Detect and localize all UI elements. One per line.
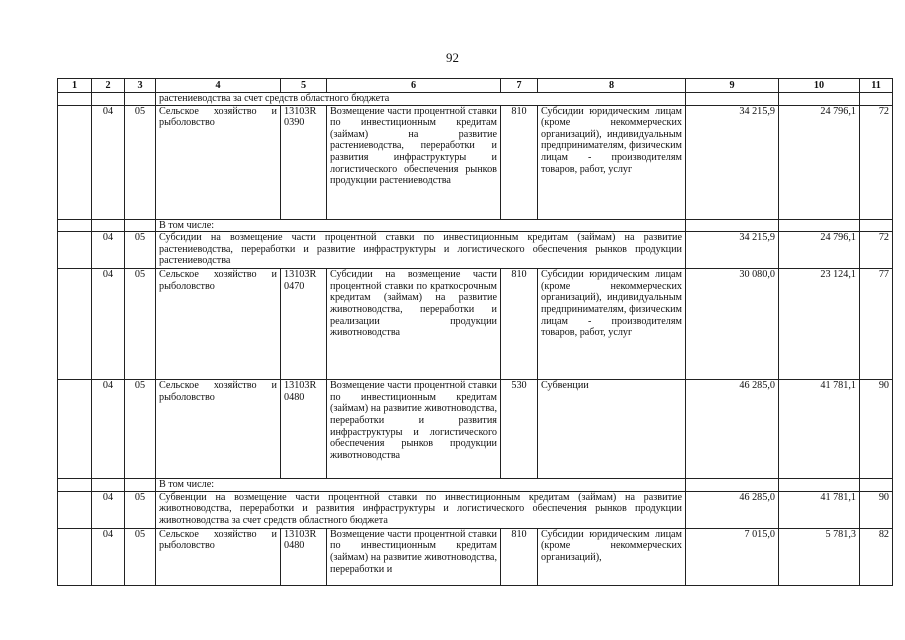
header-cell: 11 (860, 79, 893, 93)
section-code: 04 (92, 269, 125, 380)
section-code: 04 (92, 232, 125, 269)
header-cell: 2 (92, 79, 125, 93)
target-article-code: 13103R 0470 (281, 269, 327, 380)
header-cell: 1 (58, 79, 92, 93)
expense-type-code: 810 (501, 528, 538, 585)
header-cell: 4 (156, 79, 281, 93)
execution-percent: 72 (860, 232, 893, 269)
section-code: 04 (92, 105, 125, 219)
including-label: В том числе: (156, 479, 686, 492)
expense-type-code: 810 (501, 105, 538, 219)
header-cell: 9 (686, 79, 779, 93)
target-article-code: 13103R 0480 (281, 528, 327, 585)
subsection-code: 05 (125, 105, 156, 219)
table-row (58, 105, 893, 219)
table-header-row (58, 79, 893, 93)
expense-type-code: 810 (501, 269, 538, 380)
planned-amount: 34 215,9 (686, 232, 779, 269)
section-code: 04 (92, 380, 125, 479)
expense-type-name: Субсидии юридическим лицам (кроме некоммерческих организаций), индивидуальным предпринимателям, физическим лицам - производителям товаров, работ, услуг (538, 269, 686, 380)
execution-percent: 77 (860, 269, 893, 380)
table-row (58, 93, 893, 106)
header-cell: 8 (538, 79, 686, 93)
execution-percent: 82 (860, 528, 893, 585)
executed-amount: 24 796,1 (779, 105, 860, 219)
expense-type-name: Субсидии юридическим лицам (кроме некоммерческих организаций), индивидуальным предпринимателям, физическим лицам - производителям товаров, работ, услуг (538, 105, 686, 219)
execution-percent: 90 (860, 491, 893, 528)
subsidy-description: Субсидии на возмещение части процентной ставки по инвестиционным кредитам (займам) на развитие растениеводства, переработки и развитие инфраструктуры и логистического обеспечения рынков продукции растениеводства (156, 232, 686, 269)
subsection-code: 05 (125, 380, 156, 479)
header-cell: 10 (779, 79, 860, 93)
subsection-code: 05 (125, 232, 156, 269)
header-cell: 3 (125, 79, 156, 93)
table-row (58, 269, 893, 380)
subvention-description: Субвенции на возмещение части процентной ставки по инвестиционным кредитам (займам) на развитие животноводства, переработки и развития инфраструктуры и логистического обеспечения рынков продукции животноводства за счет средств областного бюджета (156, 491, 686, 528)
expense-type-code: 530 (501, 380, 538, 479)
planned-amount: 34 215,9 (686, 105, 779, 219)
executed-amount: 23 124,1 (779, 269, 860, 380)
including-label: В том числе: (156, 219, 686, 232)
header-cell: 5 (281, 79, 327, 93)
executed-amount: 5 781,3 (779, 528, 860, 585)
continuation-text: растениеводства за счет средств областного бюджета (156, 93, 686, 106)
executed-amount: 41 781,1 (779, 491, 860, 528)
article-name: Возмещение части процентной ставки по инвестиционным кредитам (займам) на развитие животноводства, переработки и (327, 528, 501, 585)
table-row (58, 528, 893, 585)
article-name: Возмещение части процентной ставки по инвестиционным кредитам (займам) на развитие растениеводства, переработки и развития инфраструктуры и логистического обеспечения рынков продукции растениеводства (327, 105, 501, 219)
execution-percent: 72 (860, 105, 893, 219)
executed-amount: 24 796,1 (779, 232, 860, 269)
target-article-code: 13103R 0390 (281, 105, 327, 219)
article-name: Возмещение части процентной ставки по инвестиционным кредитам (займам) на развитие животноводства, переработки и развития инфраструктуры и логистического обеспечения рынков продукции животноводства (327, 380, 501, 479)
target-article-code: 13103R 0480 (281, 380, 327, 479)
table-row (58, 491, 893, 528)
subsection-code: 05 (125, 528, 156, 585)
header-cell: 6 (327, 79, 501, 93)
executed-amount: 41 781,1 (779, 380, 860, 479)
section-code: 04 (92, 528, 125, 585)
section-name: Сельское хозяйство и рыболовство (156, 269, 281, 380)
expense-type-name: Субсидии юридическим лицам (кроме некоммерческих организаций), (538, 528, 686, 585)
page-number: 92 (446, 50, 459, 65)
table-row (58, 479, 893, 492)
table-row (58, 380, 893, 479)
section-name: Сельское хозяйство и рыболовство (156, 380, 281, 479)
table-row (58, 232, 893, 269)
planned-amount: 7 015,0 (686, 528, 779, 585)
subsection-code: 05 (125, 269, 156, 380)
budget-table (57, 78, 893, 586)
planned-amount: 30 080,0 (686, 269, 779, 380)
section-name: Сельское хозяйство и рыболовство (156, 105, 281, 219)
section-code: 04 (92, 491, 125, 528)
planned-amount: 46 285,0 (686, 491, 779, 528)
article-name: Субсидии на возмещение части процентной ставки по краткосрочным кредитам (займам) на развитие животноводства, переработки и реализации продукции животноводства (327, 269, 501, 380)
execution-percent: 90 (860, 380, 893, 479)
header-cell: 7 (501, 79, 538, 93)
section-name: Сельское хозяйство и рыболовство (156, 528, 281, 585)
expense-type-name: Субвенции (538, 380, 686, 479)
subsection-code: 05 (125, 491, 156, 528)
table-row (58, 219, 893, 232)
planned-amount: 46 285,0 (686, 380, 779, 479)
